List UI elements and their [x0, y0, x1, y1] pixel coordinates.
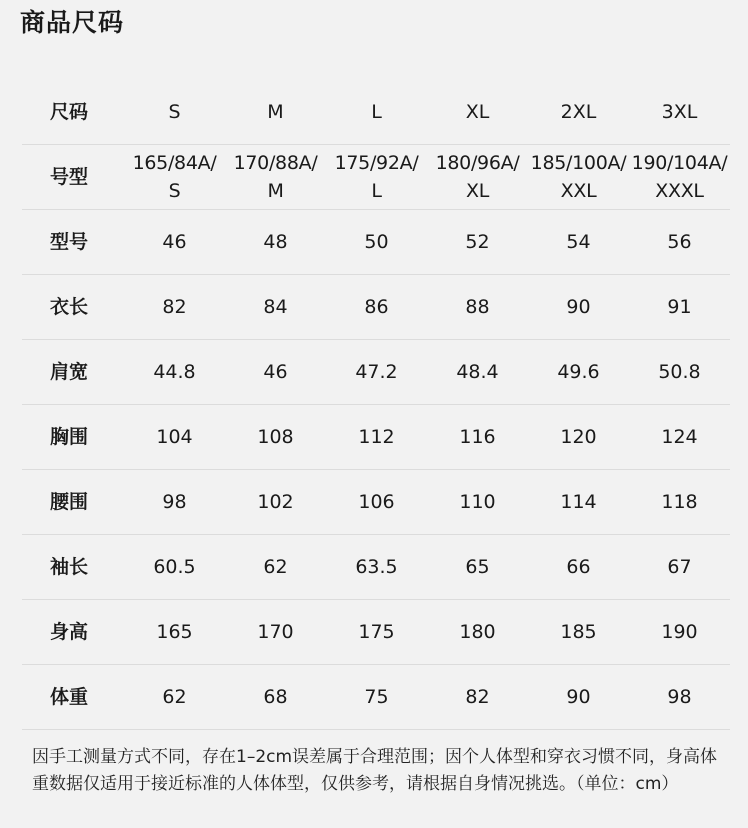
table-cell: 98	[629, 664, 730, 729]
table-cell: 110	[427, 469, 528, 534]
table-row	[22, 534, 730, 599]
table-cell: 68	[225, 664, 326, 729]
table-cell: 66	[528, 534, 629, 599]
table-cell: 116	[427, 404, 528, 469]
table-cell	[629, 144, 730, 209]
table-cell: 90	[528, 274, 629, 339]
table-cell: 120	[528, 404, 629, 469]
cell-line: S	[168, 179, 181, 202]
table-cell: 52	[427, 209, 528, 274]
table-cell: 90	[528, 664, 629, 729]
row-label: 型号	[22, 209, 124, 274]
cell-line: 190/104A/	[631, 151, 728, 174]
table-cell: 47.2	[326, 339, 427, 404]
cell-line: 185/100A/	[530, 151, 627, 174]
table-cell: 118	[629, 469, 730, 534]
table-header-row	[22, 80, 730, 144]
page-title: 商品尺码	[20, 8, 125, 37]
table-cell	[225, 144, 326, 209]
table-cell: 56	[629, 209, 730, 274]
table-cell: 62	[124, 664, 225, 729]
table-row	[22, 274, 730, 339]
cell-line: XXL	[560, 179, 597, 202]
table-row	[22, 664, 730, 729]
table-row	[22, 599, 730, 664]
row-label: 体重	[22, 664, 124, 729]
header-size: 3XL	[629, 80, 730, 144]
table-cell: 190	[629, 599, 730, 664]
table-cell: 60.5	[124, 534, 225, 599]
table-cell: 82	[427, 664, 528, 729]
table-cell: 48.4	[427, 339, 528, 404]
table-cell: 48	[225, 209, 326, 274]
table-cell: 46	[225, 339, 326, 404]
cell-line: XXXL	[655, 179, 704, 202]
row-label: 身高	[22, 599, 124, 664]
header-label: 尺码	[22, 80, 124, 144]
table-cell: 54	[528, 209, 629, 274]
table-cell: 175	[326, 599, 427, 664]
table-cell: 114	[528, 469, 629, 534]
table-row	[22, 469, 730, 534]
row-label: 衣长	[22, 274, 124, 339]
table-cell: 46	[124, 209, 225, 274]
table-row	[22, 339, 730, 404]
measurement-note: 因手工测量方式不同，存在1–2cm误差属于合理范围；因个人体型和穿衣习惯不同，身高体重数据仅适用于接近标准的人体体型，仅供参考，请根据自身情况挑选。（单位：cm）	[32, 747, 718, 794]
table-cell: 124	[629, 404, 730, 469]
table-cell: 108	[225, 404, 326, 469]
table-cell: 84	[225, 274, 326, 339]
table-cell	[528, 144, 629, 209]
table-cell: 62	[225, 534, 326, 599]
table-cell	[124, 144, 225, 209]
table-cell: 98	[124, 469, 225, 534]
table-cell: 63.5	[326, 534, 427, 599]
table-cell	[326, 144, 427, 209]
table-cell: 102	[225, 469, 326, 534]
row-label: 腰围	[22, 469, 124, 534]
header-size: S	[124, 80, 225, 144]
table-row	[22, 209, 730, 274]
header-size: 2XL	[528, 80, 629, 144]
table-cell: 65	[427, 534, 528, 599]
table-cell: 67	[629, 534, 730, 599]
table-cell: 44.8	[124, 339, 225, 404]
table-cell: 106	[326, 469, 427, 534]
table-row	[22, 404, 730, 469]
row-label: 号型	[22, 144, 124, 209]
size-chart-table	[22, 80, 730, 730]
table-cell	[427, 144, 528, 209]
table-row	[22, 144, 730, 209]
table-cell: 185	[528, 599, 629, 664]
cell-line: M	[267, 179, 284, 202]
table-cell: 180	[427, 599, 528, 664]
table-cell: 50	[326, 209, 427, 274]
header-size: M	[225, 80, 326, 144]
table-cell: 165	[124, 599, 225, 664]
table-cell: 170	[225, 599, 326, 664]
table-cell: 82	[124, 274, 225, 339]
table-cell: 88	[427, 274, 528, 339]
row-label: 胸围	[22, 404, 124, 469]
header-size: L	[326, 80, 427, 144]
table-cell: 104	[124, 404, 225, 469]
table-cell: 50.8	[629, 339, 730, 404]
table-cell: 86	[326, 274, 427, 339]
table-cell: 112	[326, 404, 427, 469]
table-cell: 49.6	[528, 339, 629, 404]
cell-line: 170/88A/	[233, 151, 318, 174]
cell-line: L	[371, 179, 382, 202]
row-label: 袖长	[22, 534, 124, 599]
row-label: 肩宽	[22, 339, 124, 404]
cell-line: 165/84A/	[132, 151, 217, 174]
table-cell: 75	[326, 664, 427, 729]
header-size: XL	[427, 80, 528, 144]
cell-line: 175/92A/	[334, 151, 419, 174]
cell-line: 180/96A/	[435, 151, 520, 174]
cell-line: XL	[465, 179, 489, 202]
table-cell: 91	[629, 274, 730, 339]
